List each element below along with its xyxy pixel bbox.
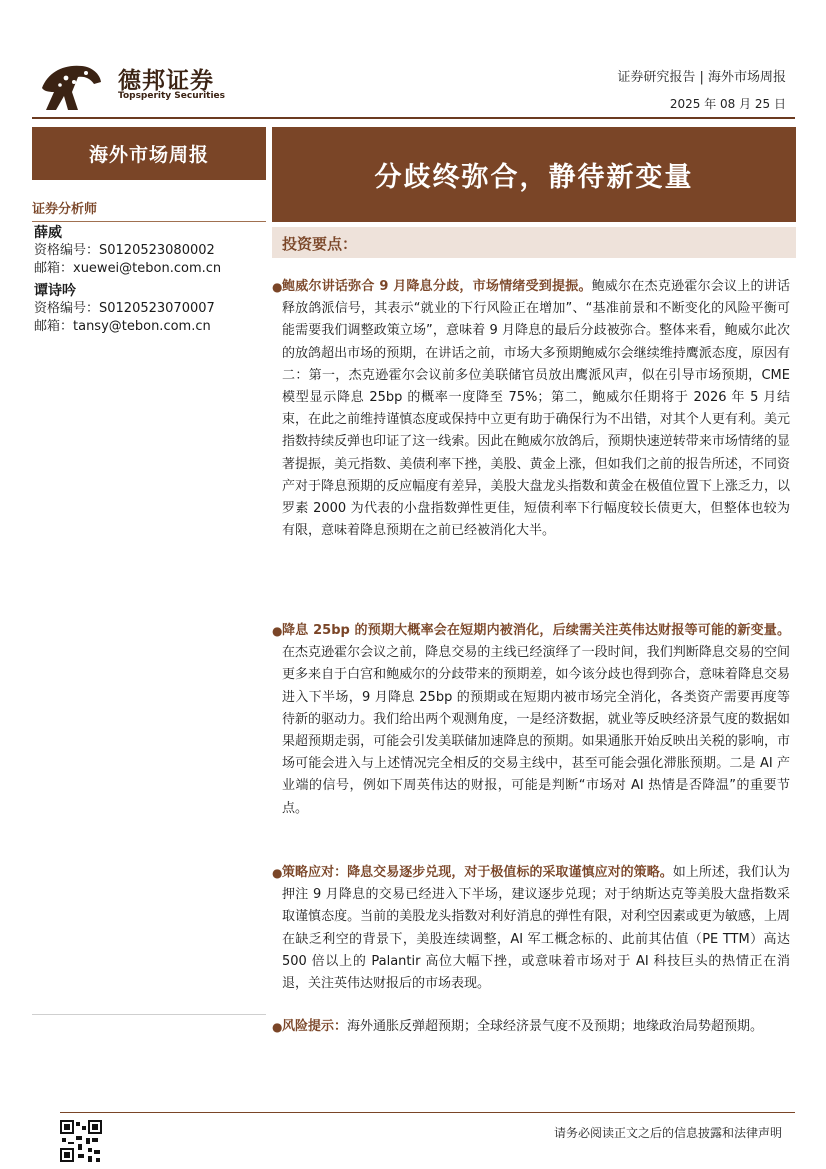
analyst-name: 谭诗吟 <box>34 283 76 299</box>
report-title: 分歧终弥合，静待新变量 <box>272 127 796 222</box>
company-name-en: Topsperity Securities <box>118 91 225 101</box>
key-point-lead: 降息 25bp 的预期大概率会在短期内被消化，后续需关注英伟达财报等可能的新变量。 <box>282 623 790 638</box>
key-point-body: 在杰克逊霍尔会议之前，降息交易的主线已经演绎了一段时间，我们判断降息交易的空间更多来自于白宫和鲍威尔的分歧带来的预期差，如今该分歧也得到弥合，意味着降息交易进入下半场，9 月降息 25bp 的预期或在短期内被市场完全消化，各类资产需要再度等待新的驱动力。我们给出两个观测角度，一是经济数据，就业等反映经济景气度的数据如果超预期走弱，可能会引发美联储加速降息的预期。如果通胀开始反映出关税的影响，市场可能会进入与上述情况完全相反的交易主线中，甚至可能会强化滞胀预期。二是 AI 产业端的信号，例如下周英伟达的财报，可能是判断“市场对 AI 热情是否降温”的重要节点。 <box>282 645 790 816</box>
company-logo-icon <box>38 58 104 116</box>
analyst-email: 邮箱：tansy@tebon.com.cn <box>34 319 211 334</box>
company-name-cn: 德邦证券 <box>118 68 214 94</box>
key-point-lead: 策略应对：降息交易逐步兑现，对于极值标的采取谨慎应对的策略。 <box>282 865 673 880</box>
bullet-icon: ● <box>272 280 283 294</box>
key-points-label: 投资要点： <box>282 235 358 253</box>
bullet-icon: ● <box>272 1020 283 1034</box>
analyst-cert: 资格编号：S0120523070007 <box>34 301 215 316</box>
bullet-icon: ● <box>272 624 283 638</box>
sidebar-divider <box>32 1014 266 1015</box>
report-type: 证券研究报告 | 海外市场周报 <box>617 70 786 85</box>
analyst-block <box>34 282 215 336</box>
footer-divider <box>60 1112 795 1113</box>
analyst-name: 薛威 <box>34 225 62 241</box>
key-point-paragraph <box>272 620 790 820</box>
sidebar-title: 海外市场周报 <box>32 127 266 180</box>
key-point-paragraph <box>272 862 790 995</box>
key-point-body: 如上所述，我们认为押注 9 月降息的交易已经进入下半场，建议逐步兑现；对于纳斯达克等美股大盘指数采取谨慎态度。当前的美股龙头指数对利好消息的弹性有限，对利空因素或更为敏感，上周在缺乏利空的背景下，美股连续调整，AI 军工概念标的、此前其估值（PE TTM）高达 500 倍以上的 Palantir 高位大幅下挫，或意味着市场对于 AI 科技巨头的热情正在消退，关注英伟达财报后的市场表现。 <box>282 865 790 992</box>
key-point-body: 鲍威尔在杰克逊霍尔会议上的讲话释放鸽派信号，其表示“就业的下行风险正在增加”、“基准前景和不断变化的风险平衡可能需要我们调整政策立场”，意味着 9 月降息的最后分歧被弥合。整体来看，鲍威尔此次的放鸽超出市场的预期，在讲话之前，市场大多预期鲍威尔会继续维持鹰派态度，原因有二：第一，杰克逊霍尔会议前多位美联储官员放出鹰派风声，似在引导市场预期，CME 模型显示降息 25bp 的概率一度降至 75%；第二，鲍威尔任期将于 2026 年 5 月结束，在此之前维持谨慎态度或保持中立更有助于确保行为不出错，对其个人更有利。美元指数持续反弹也印证了这一线索。因此在鲍威尔放鸽后，预期快速逆转带来市场情绪的显著提振，美元指数、美债利率下挫，美股、黄金上涨，但如我们之前的报告所述，不同资产对于降息预期的反应幅度有差异，美股大盘龙头指数和黄金在极值位置下上涨乏力，以罗素 2000 为代表的小盘指数弹性更佳，短债利率下行幅度较长债更大，但整体也较为有限，意味着降息预期在之前已经被消化大半。 <box>282 279 790 539</box>
key-point-paragraph <box>272 1016 790 1038</box>
qr-code-icon <box>60 1120 102 1162</box>
key-point-paragraph <box>272 276 790 542</box>
analyst-block <box>34 224 221 278</box>
header-divider <box>32 117 795 119</box>
analyst-cert: 资格编号：S0120523080002 <box>34 243 215 258</box>
bullet-icon: ● <box>272 866 283 880</box>
report-date: 2025 年 08 月 25 日 <box>669 97 786 111</box>
analyst-header: 证券分析师 <box>32 198 266 222</box>
key-point-body: 海外通胀反弹超预期；全球经济景气度不及预期；地缘政治局势超预期。 <box>347 1019 764 1034</box>
analyst-email: 邮箱：xuewei@tebon.com.cn <box>34 261 222 276</box>
footer-disclaimer: 请务必阅读正文之后的信息披露和法律声明 <box>553 1126 782 1140</box>
key-point-lead: 鲍威尔讲话弥合 9 月降息分歧，市场情绪受到提振。 <box>282 279 592 294</box>
key-point-lead: 风险提示： <box>282 1019 348 1034</box>
